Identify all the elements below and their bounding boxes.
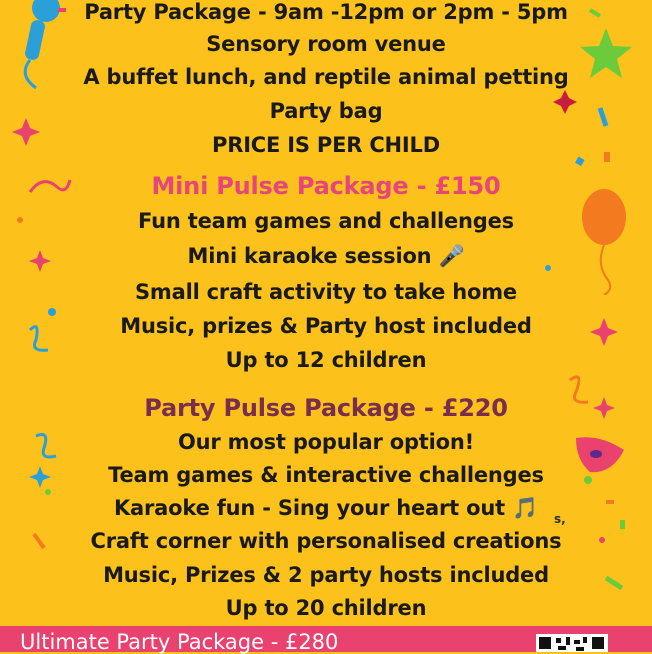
intro-line-2: Sensory room venue [206,32,446,56]
party-pulse-item-1: Our most popular option! [178,430,474,454]
intro-line-3: A buffet lunch, and reptile animal petting [83,65,569,89]
mini-pulse-heading: Mini Pulse Package - £150 [151,172,501,200]
party-pulse-heading: Party Pulse Package - £220 [144,394,508,422]
ultimate-package-title: Ultimate Party Package - £280 [20,630,339,654]
party-pulse-item-6: Up to 20 children [225,596,427,620]
mini-pulse-item-2: Mini karaoke session 🎤 [187,244,465,268]
party-pulse-item-5: Music, Prizes & 2 party hosts included [103,563,549,587]
party-pulse-item-4: Craft corner with personalised creations [90,529,562,553]
mini-pulse-item-1: Fun team games and challenges [138,209,514,233]
intro-line-4: Party bag [269,99,383,123]
qr-code-icon[interactable] [536,634,608,652]
mini-pulse-item-4: Music, prizes & Party host included [120,314,532,338]
intro-line-1: Party Package - 9am -12pm or 2pm - 5pm [84,0,568,24]
intro-line-5: PRICE IS PER CHILD [212,133,440,157]
mini-pulse-item-3: Small craft activity to take home [135,280,517,304]
stray-text: s, [554,512,566,526]
party-pulse-item-2: Team games & interactive challenges [108,463,544,487]
mini-pulse-item-5: Up to 12 children [225,348,427,372]
party-pulse-item-3: Karaoke fun - Sing your heart out 🎵 [113,496,539,520]
